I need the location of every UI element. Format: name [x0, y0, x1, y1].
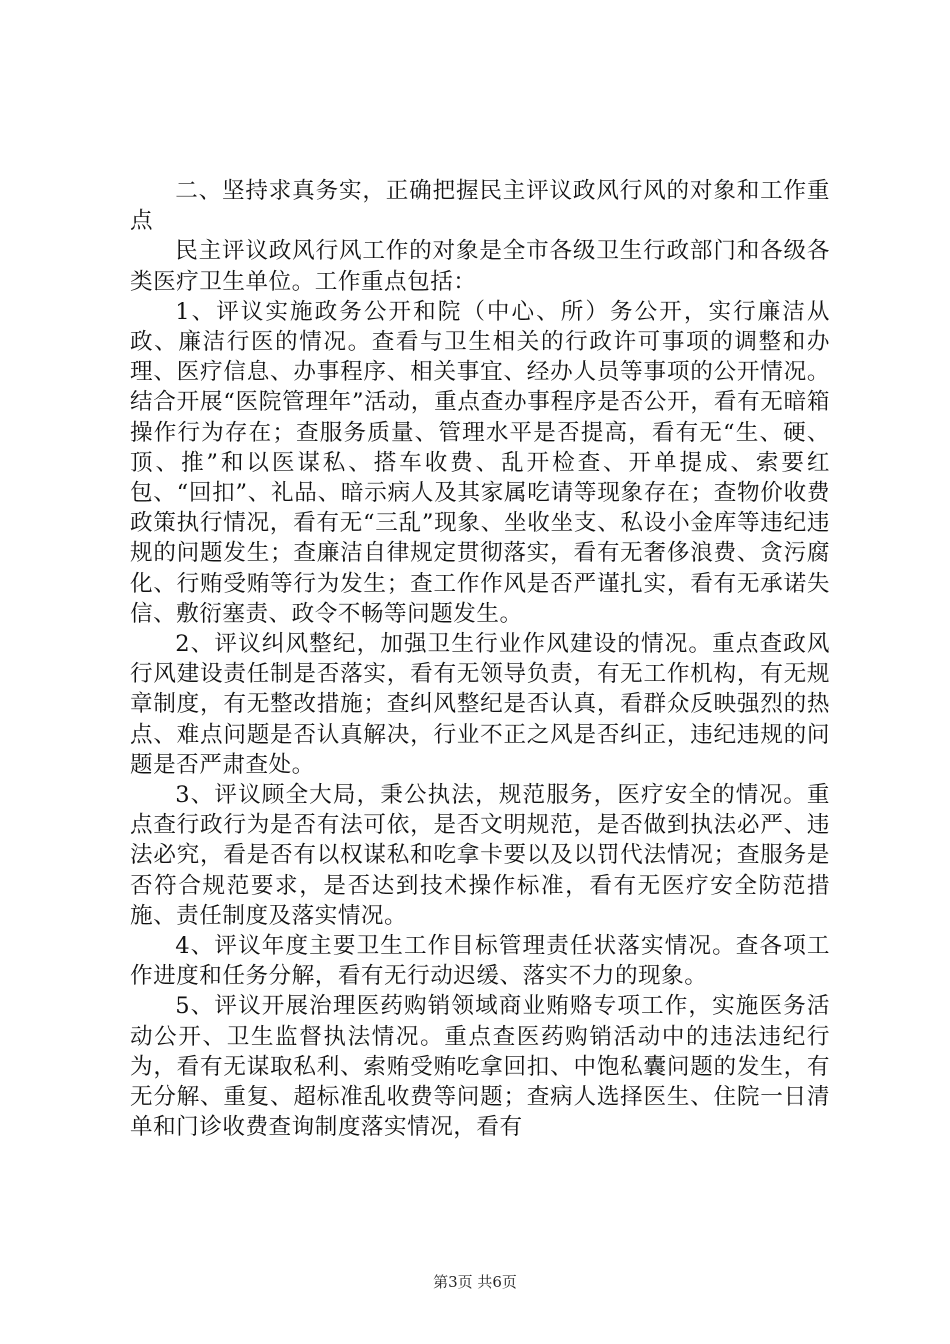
- section-heading: 二、坚持求真务实，正确把握民主评议政风行风的对象和工作重点: [130, 178, 830, 235]
- paragraph-item-5: 5、评议开展治理医药购销领域商业贿赂专项工作，实施医务活动公开、卫生监督执法情况。重点查医药购销活动中的违法违纪行为，看有无谋取私利、索贿受贿吃拿回扣、中饱私囊问题的发生，有无分解、重复、超标准乱收费等问题；查病人选择医生、住院一日清单和门诊收费查询制度落实情况，看有: [130, 993, 830, 1141]
- paragraph-item-2: 2、评议纠风整纪，加强卫生行业作风建设的情况。重点查政风行风建设责任制是否落实，看有无领导负责，有无工作机构，有无规章制度，有无整改措施；查纠风整纪是否认真，看群众反映强烈的热点、难点问题是否认真解决，行业不正之风是否纠正，违纪违规的问题是否严肃查处。: [130, 631, 830, 778]
- document-body: [130, 176, 830, 1143]
- paragraph-item-1: 1、评议实施政务公开和院（中心、所）务公开，实行廉洁从政、廉洁行医的情况。查看与卫生相关的行政许可事项的调整和办理、医疗信息、办事程序、相关事宜、经办人员等事项的公开情况。结合开展“医院管理年”活动，重点查办事程序是否公开，看有无暗箱操作行为存在；查服务质量、管理水平是否提高，看有无“生、硬、顶、推”和以医谋私、搭车收费、乱开检查、开单提成、索要红包、“回扣”、礼品、暗示病人及其家属吃请等现象存在；查物价收费政策执行情况，看有无“三乱”现象、坐收坐支、私设小金库等违纪违规的问题发生；查廉洁自律规定贯彻落实，看有无奢侈浪费、贪污腐化、行贿受贿等行为发生；查工作作风是否严谨扎实，看有无承诺失信、敷衍塞责、政令不畅等问题发生。: [130, 298, 830, 627]
- paragraph-intro: 民主评议政风行风工作的对象是全市各级卫生行政部门和各级各类医疗卫生单位。工作重点包括：: [130, 238, 830, 295]
- paragraph-item-4: 4、评议年度主要卫生工作目标管理责任状落实情况。查各项工作进度和任务分解，看有无行动迟缓、落实不力的现象。: [130, 933, 830, 990]
- page-number-label: 第3页 共6页: [433, 1273, 517, 1291]
- page-footer: [0, 1272, 950, 1292]
- paragraph-item-3: 3、评议顾全大局，秉公执法，规范服务，医疗安全的情况。重点查行政行为是否有法可依，是否文明规范，是否做到执法必严、违法必究，看是否有以权谋私和吃拿卡要以及以罚代法情况；查服务是否符合规范要求，是否达到技术操作标准，看有无医疗安全防范措施、责任制度及落实情况。: [130, 782, 830, 929]
